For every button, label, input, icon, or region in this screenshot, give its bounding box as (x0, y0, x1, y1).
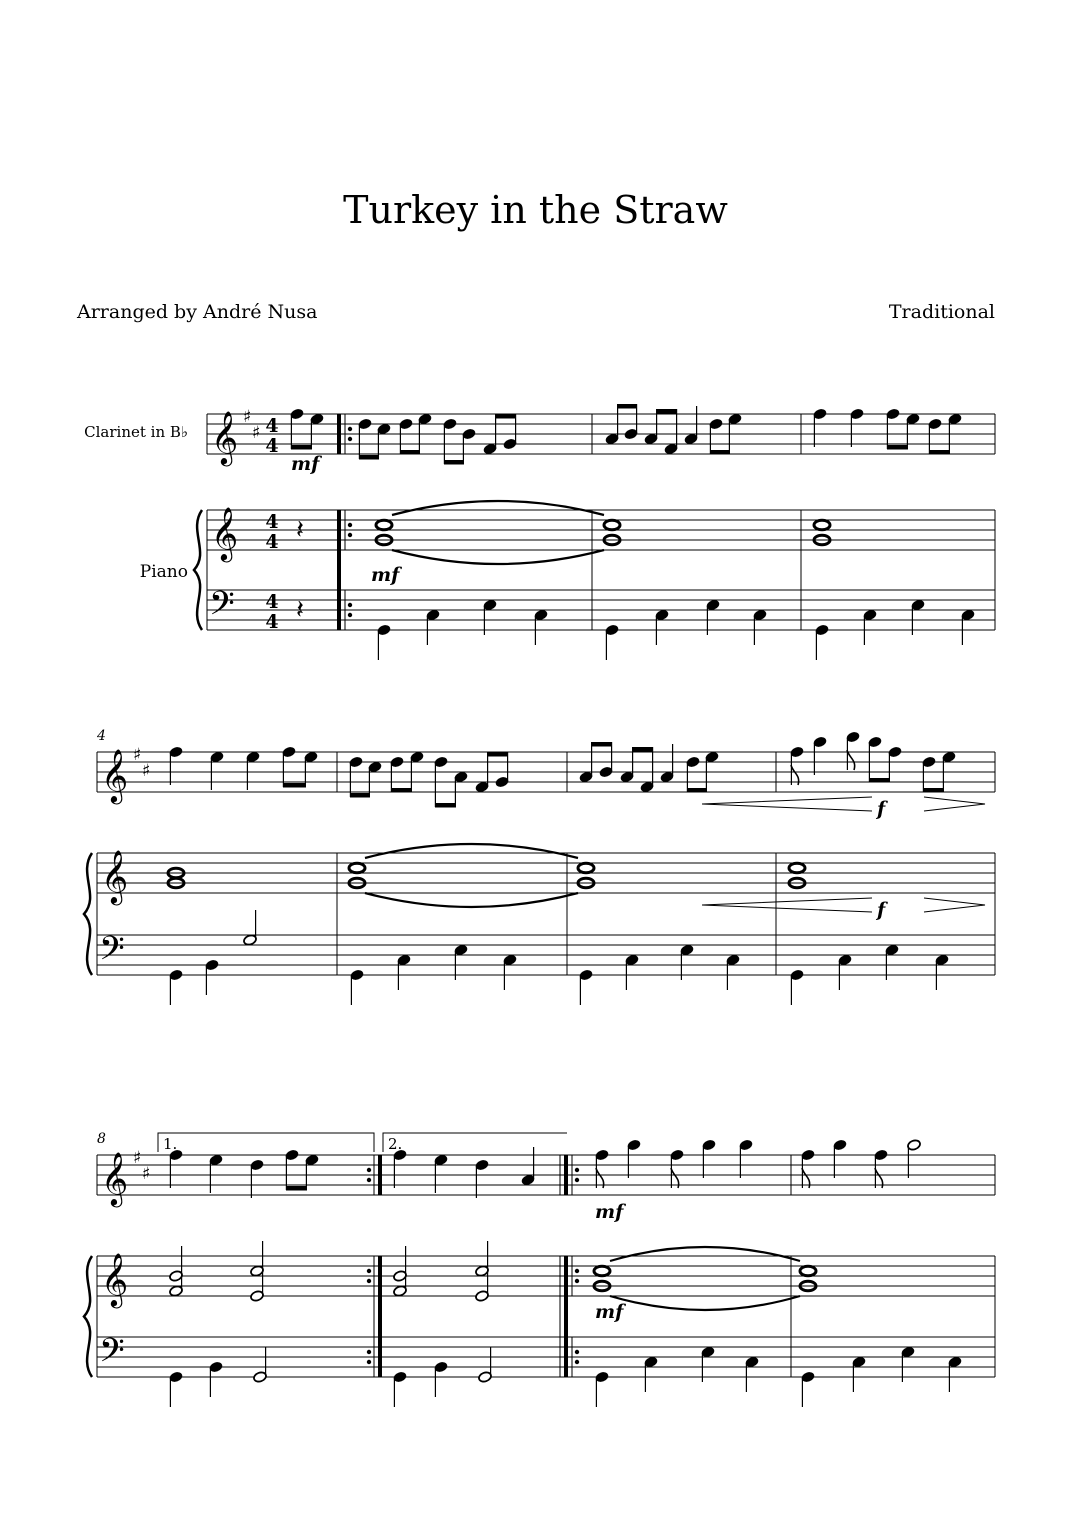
note-beam (444, 460, 464, 465)
tie (610, 1247, 800, 1261)
decrescendo-hairpin (924, 797, 985, 912)
tie (610, 1296, 800, 1310)
dynamic-mf: mf (595, 1201, 624, 1223)
dynamic-mf: mf (371, 564, 400, 586)
note-beam (400, 450, 420, 455)
whole-note (814, 520, 830, 530)
svg-text:1.: 1. (163, 1135, 178, 1153)
key-signature-sharp: ♯ (252, 423, 261, 443)
bass-clef: 𝄢 (99, 930, 125, 976)
repeat-dot (367, 1350, 371, 1354)
svg-text:2.: 2. (388, 1135, 403, 1153)
tie (365, 893, 578, 907)
repeat-dot (348, 533, 352, 537)
repeat-dot (575, 1350, 579, 1354)
music-notation (84, 404, 995, 1407)
measure-number-8: 8 (97, 1131, 106, 1147)
dynamic-f: f (877, 798, 886, 820)
note-beam (591, 742, 612, 747)
repeat-dot (575, 1269, 579, 1273)
composer-credit: Traditional (888, 301, 995, 323)
treble-clef: 𝄞 (211, 506, 239, 560)
whole-note (376, 520, 392, 530)
note-beam (687, 788, 707, 793)
repeat-dot (575, 1168, 579, 1172)
whole-note (349, 863, 365, 873)
time-signature: 4 (265, 611, 279, 633)
note-beam (710, 450, 730, 455)
key-signature-sharp: ♯ (142, 761, 151, 781)
measure-number-4: 4 (97, 728, 106, 744)
tie (392, 550, 604, 564)
repeat-dot (367, 1168, 371, 1172)
treble-clef: 𝄞 (101, 748, 129, 802)
whole-note (578, 863, 594, 873)
note-beam (286, 1186, 307, 1191)
whole-note (800, 1266, 816, 1276)
treble-clef: 𝄞 (211, 410, 239, 464)
quarter-rest: 𝄽 (296, 595, 304, 625)
repeat-dot (575, 1178, 579, 1182)
time-signature: 4 (265, 591, 279, 613)
note-beam (435, 803, 456, 808)
note-beam (887, 445, 908, 450)
note-beam (487, 752, 508, 757)
grand-staff-brace (84, 853, 92, 975)
note-beam (291, 445, 312, 450)
note-beam (869, 778, 890, 783)
treble-clef: 𝄞 (101, 849, 129, 903)
dynamic-f: f (877, 899, 886, 921)
volta-second (383, 1133, 567, 1153)
note-beam (617, 404, 637, 409)
repeat-dot (367, 1178, 371, 1182)
tie (365, 844, 578, 858)
note-beam (656, 409, 677, 414)
dynamic-mf: mf (595, 1301, 624, 1323)
treble-clef: 𝄞 (101, 1151, 129, 1205)
repeat-dot (367, 1279, 371, 1283)
note-beam (283, 783, 306, 788)
repeat-dot (348, 427, 352, 431)
note-beam (350, 793, 370, 798)
bass-clef: 𝄢 (209, 585, 235, 631)
repeat-dot (575, 1360, 579, 1364)
note-beam (359, 455, 379, 460)
arranger-credit: Arranged by André Nusa (77, 301, 318, 323)
quarter-rest: 𝄽 (296, 515, 304, 545)
repeat-dot (348, 603, 352, 607)
key-signature-sharp: ♯ (133, 745, 142, 765)
key-signature-sharp: ♯ (243, 407, 252, 427)
key-signature-sharp: ♯ (133, 1148, 142, 1168)
repeat-dot (348, 437, 352, 441)
time-signature: 4 (265, 415, 279, 437)
note-beam (923, 788, 944, 793)
grand-staff-brace (84, 1256, 92, 1377)
tie (392, 501, 604, 515)
note-flag (847, 750, 855, 770)
note-beam (632, 747, 653, 752)
time-signature: 4 (265, 531, 279, 553)
dynamic-mf: mf (291, 453, 320, 475)
crescendo-hairpin (702, 797, 872, 912)
volta-first (158, 1133, 374, 1153)
repeat-dot (575, 1279, 579, 1283)
repeat-dot (367, 1360, 371, 1364)
note-beam (929, 450, 950, 455)
whole-note (604, 520, 620, 530)
repeat-dot (367, 1269, 371, 1273)
piano-label: Piano (139, 562, 188, 582)
note-beam (495, 414, 516, 419)
time-signature: 4 (265, 435, 279, 457)
whole-note (594, 1266, 610, 1276)
clarinet-label: Clarinet in B♭ (84, 423, 188, 441)
time-signature: 4 (265, 511, 279, 533)
repeat-dot (348, 613, 352, 617)
score-title: Turkey in the Straw (343, 188, 728, 232)
treble-clef: 𝄞 (101, 1252, 129, 1306)
grand-staff-brace (194, 510, 202, 630)
repeat-dot (348, 523, 352, 527)
bass-clef: 𝄢 (99, 1332, 125, 1378)
note-beam (391, 788, 412, 793)
key-signature-sharp: ♯ (142, 1164, 151, 1184)
whole-note (789, 863, 805, 873)
